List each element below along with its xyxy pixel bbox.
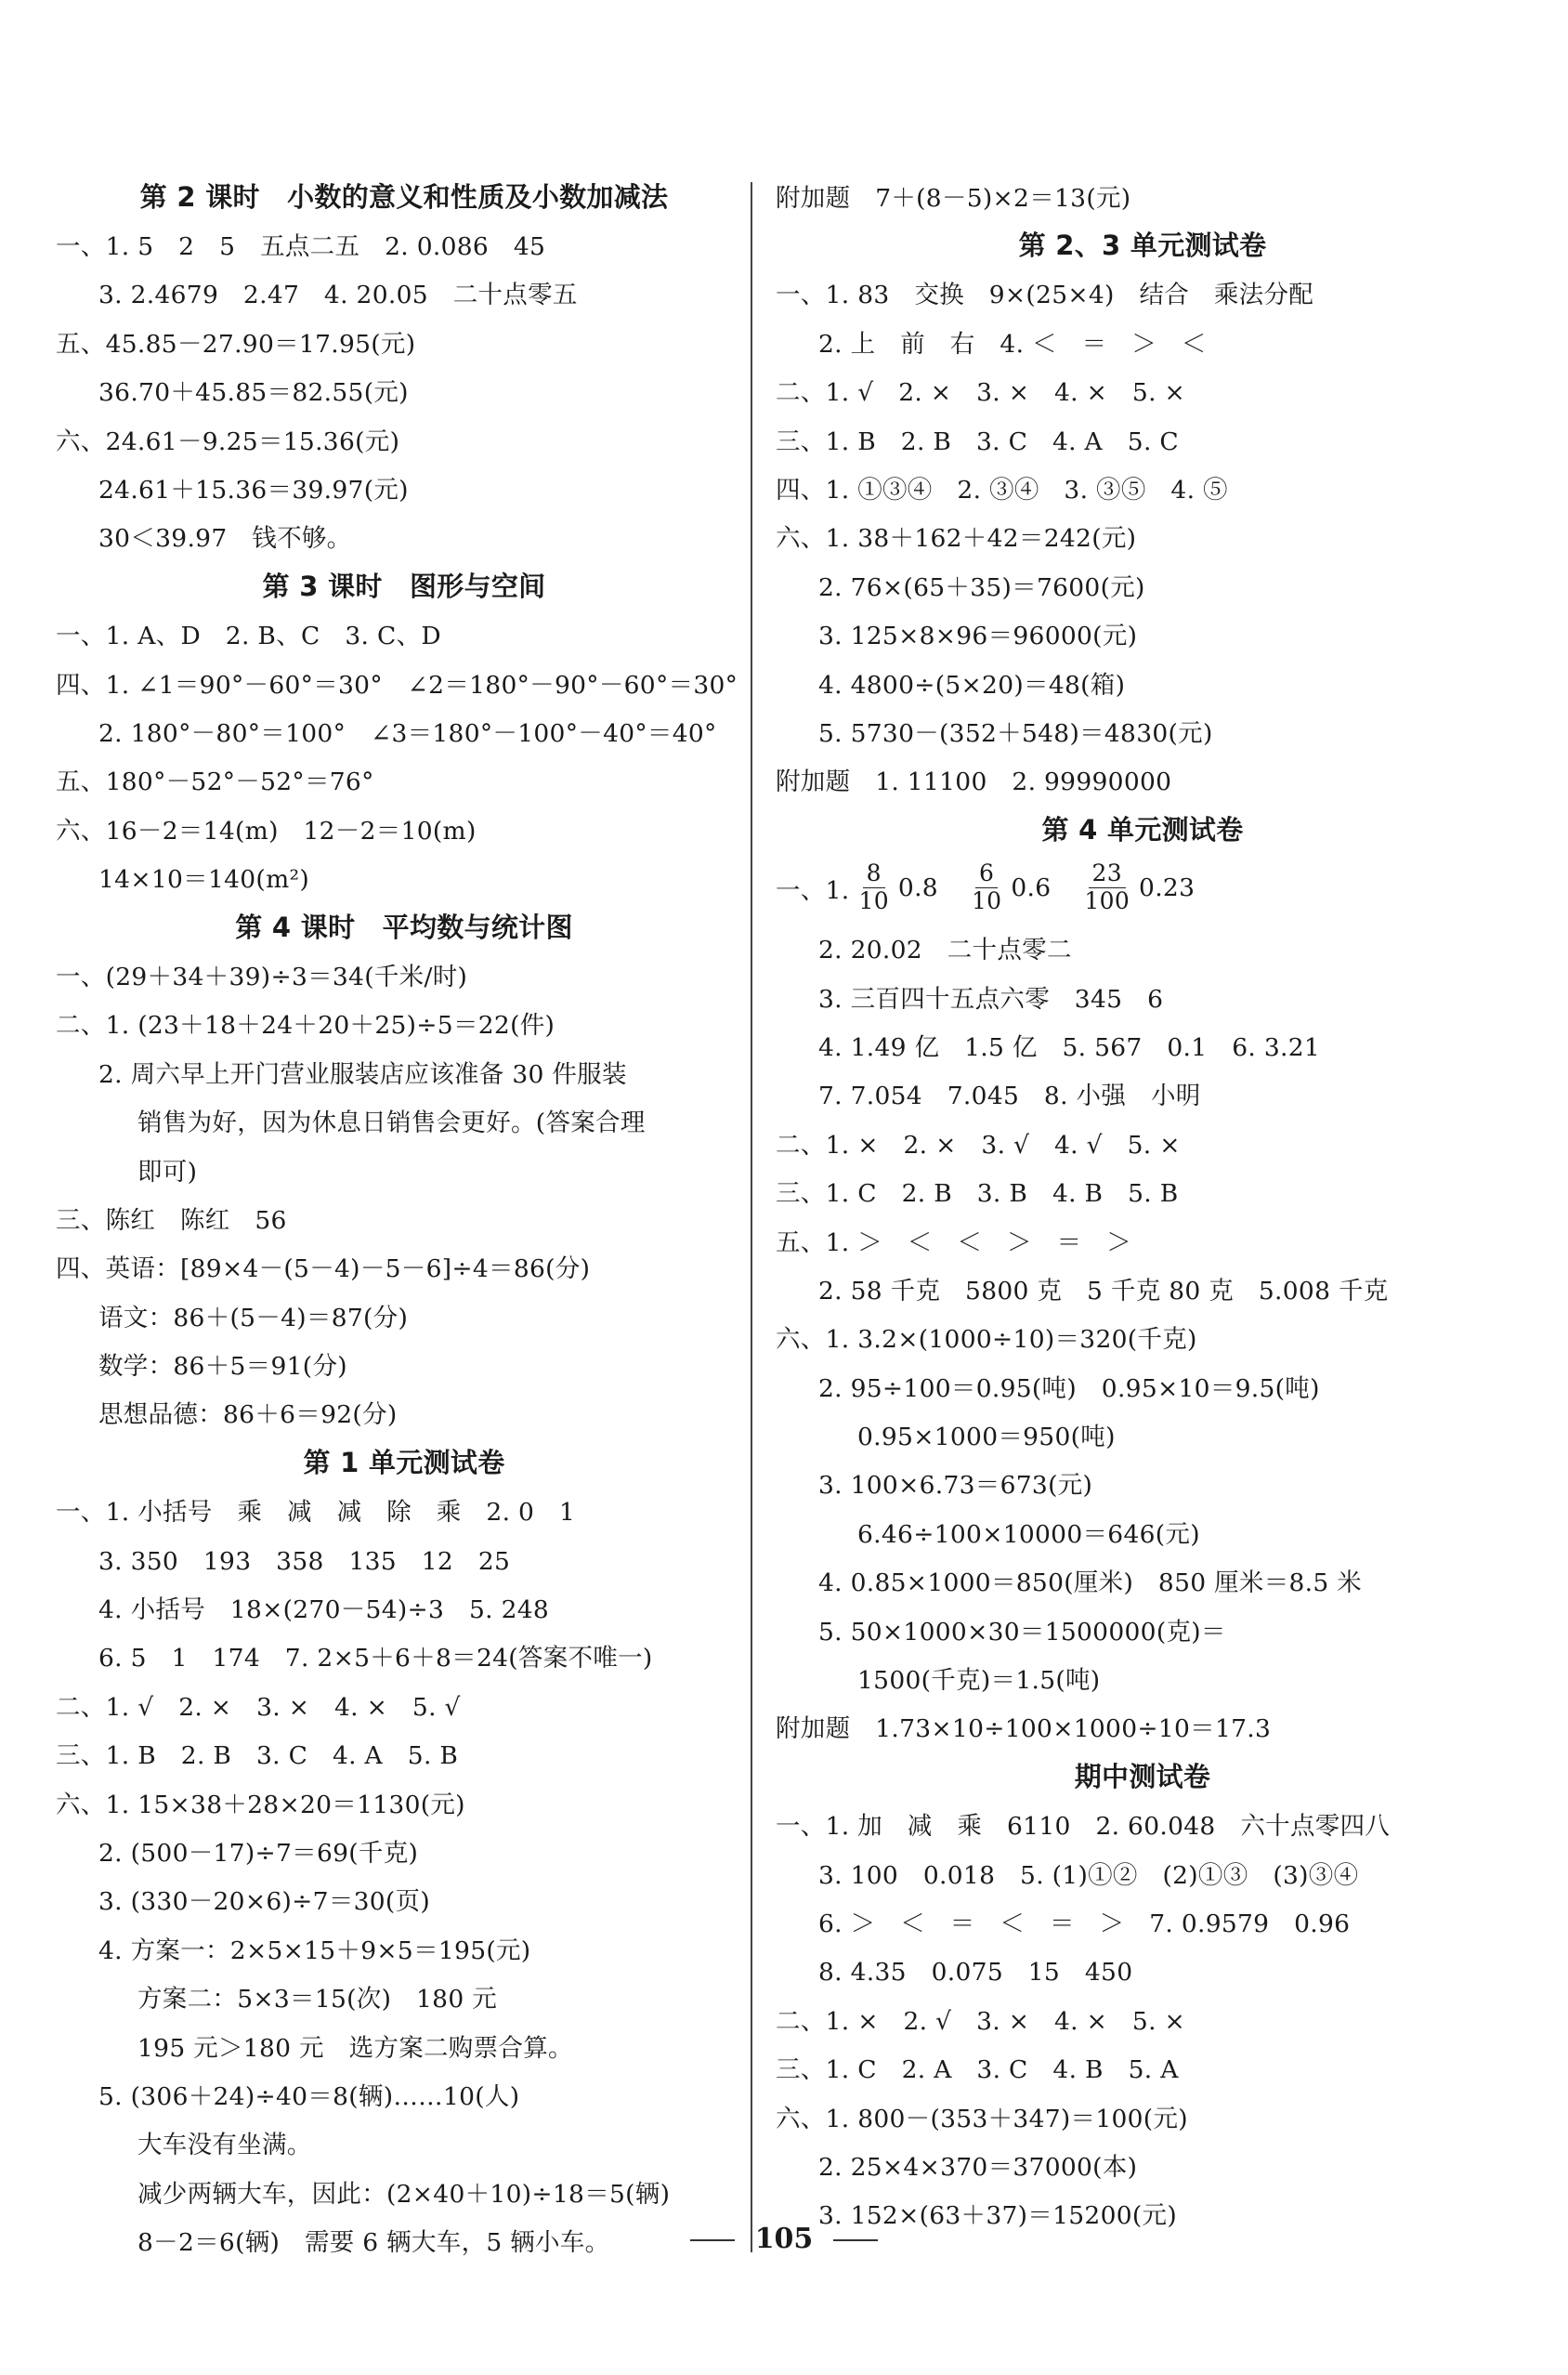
answer-line	[776, 852, 1509, 923]
answer-line: 一、1. A、D 2. B、C 3. C、D	[56, 622, 441, 651]
answer-line: 五、45.85－27.90＝17.95(元)	[56, 329, 416, 359]
column-divider	[751, 182, 752, 2252]
answer-line: 三、1. C 2. B 3. B 4. B 5. B	[776, 1179, 1179, 1209]
answer-line: 2. 25×4×370＝37000(本)	[818, 2152, 1138, 2182]
answer-line: 二、1. × 2. × 3. √ 4. √ 5. ×	[776, 1130, 1181, 1160]
footer-dash-left	[690, 2239, 735, 2241]
answer-line: 5. 50×1000×30＝1500000(克)＝	[818, 1617, 1226, 1647]
item-number: 一、1.	[776, 875, 850, 905]
decimal-value: 0.8	[897, 873, 938, 902]
answer-line: 六、24.61－9.25＝15.36(元)	[56, 426, 400, 456]
answer-line: 五、1. ＞ ＜ ＜ ＞ ＝ ＞	[776, 1227, 1132, 1257]
answer-line: 四、1. ∠1＝90°－60°＝30° ∠2＝180°－90°－60°＝30°	[56, 670, 738, 700]
answer-line: 一、1. 加 减 乘 6110 2. 60.048 六十点零四八	[776, 1812, 1391, 1842]
answer-line: 8－2＝6(辆) 需要 6 辆大车，5 辆小车。	[137, 2228, 610, 2258]
answer-line: 30＜39.97 钱不够。	[98, 524, 352, 554]
answer-line: 六、1. 15×38＋28×20＝1130(元)	[56, 1790, 465, 1819]
answer-line: 三、1. B 2. B 3. C 4. A 5. C	[776, 426, 1179, 456]
section-heading: 第 3 课时 图形与空间	[262, 570, 546, 602]
answer-line: 7. 7.054 7.045 8. 小强 小明	[818, 1082, 1201, 1111]
section-heading: 第 2、3 单元测试卷	[1018, 230, 1267, 262]
answer-line: 附加题 7＋(8－5)×2＝13(元)	[776, 183, 1131, 213]
answer-line: 5. (306＋24)÷40＝8(辆)……10(人)	[98, 2081, 520, 2111]
answer-line: 2. 180°－80°＝100° ∠3＝180°－100°－40°＝40°	[98, 718, 717, 748]
fraction-numerator: 8	[863, 860, 885, 888]
answer-line: 即可)	[137, 1157, 198, 1187]
answer-line: 附加题 1. 11100 2. 99990000	[776, 768, 1172, 797]
fraction	[855, 860, 892, 915]
answer-line: 4. 4800÷(5×20)＝48(箱)	[818, 670, 1126, 700]
right-column	[776, 171, 1509, 2237]
footer-dash-right	[833, 2239, 878, 2241]
answer-line: 2. 周六早上开门营业服装店应该准备 30 件服装	[98, 1059, 627, 1089]
answer-line: 3. 350 193 358 135 12 25	[98, 1546, 511, 1576]
answer-line: 6. 5 1 174 7. 2×5＋6＋8＝24(答案不唯一)	[98, 1644, 653, 1673]
answer-line: 一、(29＋34＋39)÷3＝34(千米/时)	[56, 962, 468, 991]
answer-line: 二、1. × 2. √ 3. × 4. × 5. ×	[776, 2006, 1186, 2036]
answer-line: 二、1. (23＋18＋24＋20＋25)÷5＝22(件)	[56, 1011, 555, 1041]
page-footer	[0, 2223, 1568, 2255]
answer-line: 3. 100 0.018 5. (1)①② (2)①③ (3)③④	[818, 1860, 1359, 1890]
fraction	[968, 860, 1005, 915]
answer-line: 方案二：5×3＝15(次) 180 元	[137, 1985, 498, 2014]
answer-line: 三、1. C 2. A 3. C 4. B 5. A	[776, 2055, 1179, 2085]
answer-line: 2. 上 前 右 4. ＜ ＝ ＞ ＜	[818, 329, 1207, 359]
answer-line: 一、1. 小括号 乘 减 减 除 乘 2. 0 1	[56, 1498, 576, 1528]
answer-line: 6.46÷100×10000＝646(元)	[857, 1519, 1200, 1549]
answer-line: 思想品德：86＋6＝92(分)	[98, 1400, 398, 1430]
answer-line: 六、16－2＝14(m) 12－2＝10(m)	[56, 816, 477, 846]
answer-line: 4. 0.85×1000＝850(厘米) 850 厘米＝8.5 米	[818, 1568, 1363, 1598]
answer-line: 6. ＞ ＜ ＝ ＜ ＝ ＞ 7. 0.9579 0.96	[818, 1909, 1351, 1938]
answer-line: 语文：86＋(5－4)＝87(分)	[98, 1303, 409, 1332]
answer-line: 2. 76×(65＋35)＝7600(元)	[818, 572, 1145, 602]
answer-line: 0.95×1000＝950(吨)	[857, 1423, 1116, 1452]
fraction-denominator: 10	[971, 886, 1002, 914]
answer-line: 六、1. 3.2×(1000÷10)＝320(千克)	[776, 1325, 1197, 1355]
answer-line: 二、1. √ 2. × 3. × 4. × 5. ×	[776, 378, 1186, 408]
answer-line: 一、1. 83 交换 9×(25×4) 结合 乘法分配	[776, 281, 1314, 310]
answer-line: 3. 三百四十五点六零 345 6	[818, 984, 1164, 1014]
decimal-value: 0.6	[1011, 873, 1052, 902]
section-heading: 期中测试卷	[1074, 1760, 1211, 1792]
answer-line: 2. 20.02 二十点零二	[818, 936, 1072, 965]
answer-line: 五、180°－52°－52°＝76°	[56, 768, 374, 797]
answer-line: 36.70＋45.85＝82.55(元)	[98, 378, 409, 408]
answer-line: 六、1. 800－(353＋347)＝100(元)	[776, 2104, 1188, 2133]
answer-line: 195 元＞180 元 选方案二购票合算。	[137, 2033, 573, 2063]
page-number: 105	[754, 2223, 814, 2255]
section-heading: 第 4 课时 平均数与统计图	[235, 911, 573, 943]
fraction-denominator: 10	[858, 886, 889, 914]
answer-line: 2. (500－17)÷7＝69(千克)	[98, 1838, 419, 1868]
answer-line: 减少两辆大车，因此：(2×40＋10)÷18＝5(辆)	[137, 2179, 671, 2209]
fraction-numerator: 23	[1089, 860, 1126, 888]
answer-line: 三、陈红 陈红 56	[56, 1205, 287, 1235]
answer-line: 1500(千克)＝1.5(吨)	[857, 1666, 1101, 1696]
answer-line: 销售为好，因为休息日销售会更好。(答案合理	[137, 1109, 646, 1138]
section-heading: 第 4 单元测试卷	[1041, 813, 1244, 846]
answer-line: 附加题 1.73×10÷100×1000÷10＝17.3	[776, 1714, 1272, 1744]
answer-line: 3. 125×8×96＝96000(元)	[818, 622, 1138, 651]
answer-line: 六、1. 38＋162＋42＝242(元)	[776, 524, 1137, 554]
fraction-numerator: 6	[975, 860, 998, 888]
answer-line: 2. 95÷100＝0.95(吨) 0.95×10＝9.5(吨)	[818, 1373, 1320, 1403]
answer-line: 3. (330－20×6)÷7＝30(页)	[98, 1887, 431, 1917]
answer-line: 2. 58 千克 5800 克 5 千克 80 克 5.008 千克	[818, 1276, 1389, 1306]
answer-line: 14×10＝140(m²)	[98, 865, 310, 895]
answer-line: 3. 100×6.73＝673(元)	[818, 1471, 1093, 1501]
answer-line: 8. 4.35 0.075 15 450	[818, 1958, 1133, 1988]
left-column	[56, 171, 752, 2264]
answer-line: 一、1. 5 2 5 五点二五 2. 0.086 45	[56, 232, 546, 262]
answer-line: 4. 1.49 亿 1.5 亿 5. 567 0.1 6. 3.21	[818, 1032, 1321, 1062]
answer-line: 5. 5730－(352＋548)＝4830(元)	[818, 718, 1213, 748]
answer-line: 24.61＋15.36＝39.97(元)	[98, 476, 409, 505]
answer-line: 四、1. ①③④ 2. ③④ 3. ③⑤ 4. ⑤	[776, 476, 1228, 505]
section-heading: 第 1 单元测试卷	[303, 1446, 505, 1478]
answer-line: 4. 方案一：2×5×15＋9×5＝195(元)	[98, 1935, 531, 1965]
fraction	[1080, 860, 1133, 915]
answer-line: 4. 小括号 18×(270－54)÷3 5. 248	[98, 1595, 550, 1625]
answer-line: 3. 152×(63＋37)＝15200(元)	[818, 2201, 1177, 2231]
fraction-denominator: 100	[1084, 886, 1130, 914]
answer-line: 大车没有坐满。	[137, 2131, 312, 2160]
answer-line: 四、英语：[89×4－(5－4)－5－6]÷4＝86(分)	[56, 1254, 591, 1284]
answer-line: 3. 2.4679 2.47 4. 20.05 二十点零五	[98, 281, 578, 310]
decimal-value: 0.23	[1139, 873, 1196, 902]
answer-line: 二、1. √ 2. × 3. × 4. × 5. √	[56, 1692, 461, 1722]
answer-line: 数学：86＋5＝91(分)	[98, 1352, 347, 1382]
section-heading: 第 2 课时 小数的意义和性质及小数加减法	[139, 180, 669, 213]
answer-line: 三、1. B 2. B 3. C 4. A 5. B	[56, 1741, 459, 1771]
